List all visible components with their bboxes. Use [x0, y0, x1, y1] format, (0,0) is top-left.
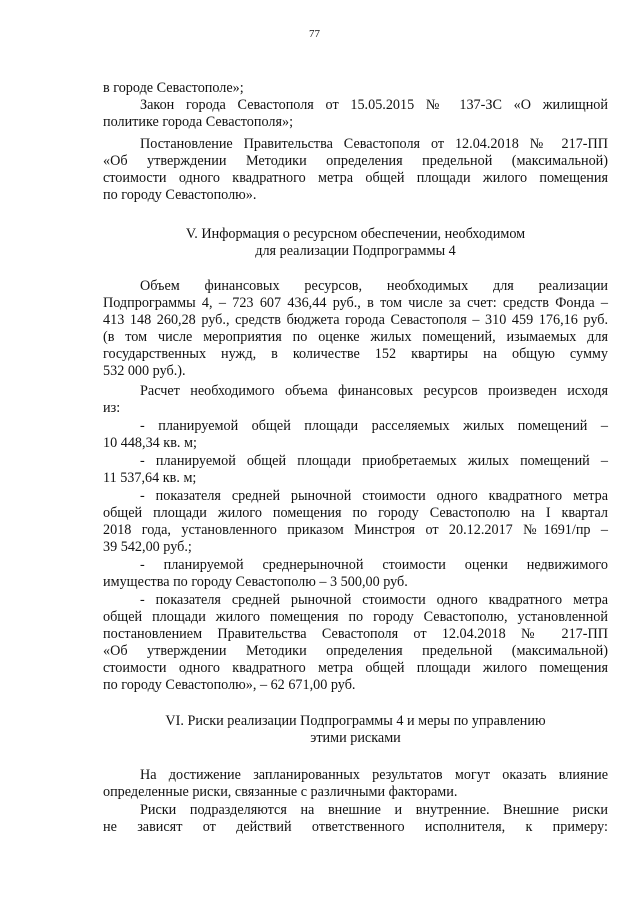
text-line: стоимости одного квадратного метра общей площади жилого помещения — [103, 660, 608, 676]
text-line: 2018 года, установленного приказом Минстроя от 20.12.2017 №1691/пр – — [103, 522, 608, 538]
text-line: 11 537,64 кв. м; — [103, 470, 197, 486]
text-line: Постановление Правительства Севастополя от 12.04.2018 № 217-ПП — [140, 136, 608, 152]
text-line: общей площади жилого помещения по городу Севастополю, установленной — [103, 609, 608, 625]
text-line: Риски подразделяются на внешние и внутренние. Внешние риски — [140, 802, 608, 818]
text-line: 532 000 руб.). — [103, 363, 186, 379]
text-line: - планируемой общей площади приобретаемых жилых помещений – — [140, 453, 608, 469]
text-line: (в том числе мероприятия по оценке жилых помещений, изымаемых для — [103, 329, 608, 345]
text-line: - показателя средней рыночной стоимости одного квадратного метра — [140, 488, 608, 504]
text-line: «Об утверждении Методики определения предельной (максимальной) — [103, 643, 608, 659]
text-line: стоимости одного квадратного метра общей площади жилого помещения — [103, 170, 608, 186]
text-line: 10 448,34 кв. м; — [103, 435, 197, 451]
text-line: «Об утверждении Методики определения предельной (максимальной) — [103, 153, 608, 169]
text-line: из: — [103, 400, 121, 416]
section-heading: V. Информация о ресурсном обеспечении, необходимом — [185, 226, 526, 242]
text-line: 413 148 260,28 руб., средств бюджета города Севастополя – 310 459 176,16 руб. — [103, 312, 608, 328]
text-line: общей площади жилого помещения по городу Севастополю на I квартал — [103, 505, 608, 521]
text-line: Объем финансовых ресурсов, необходимых для реализации — [140, 278, 608, 294]
section-heading: этими рисками — [310, 730, 401, 746]
page-number: 77 — [309, 28, 320, 40]
text-line: государственных нужд, в количестве 152 квартиры на общую сумму — [103, 346, 608, 362]
text-line: 39 542,00 руб.; — [103, 539, 192, 555]
text-line: не зависят от действий ответственного исполнителя, к примеру: — [103, 819, 608, 835]
text-line: Расчет необходимого объема финансовых ресурсов произведен исходя — [140, 383, 608, 399]
text-line: политике города Севастополя»; — [103, 114, 294, 130]
section-heading: VI. Риски реализации Подпрограммы 4 и меры по управлению — [165, 713, 546, 729]
text-line: - планируемой общей площади расселяемых жилых помещений – — [140, 418, 608, 434]
section-heading: для реализации Подпрограммы 4 — [255, 243, 456, 259]
text-line: Закон города Севастополя от 15.05.2015 № 137-ЗС «О жилищной — [140, 97, 608, 113]
text-line: постановлением Правительства Севастополя от 12.04.2018 № 217-ПП — [103, 626, 608, 642]
text-line: - планируемой среднерыночной стоимости оценки недвижимого — [140, 557, 608, 573]
text-line: в городе Севастополе»; — [103, 80, 244, 96]
text-line: по городу Севастополю», – 62 671,00 руб. — [103, 677, 356, 693]
text-line: На достижение запланированных результатов могут оказать влияние — [140, 767, 608, 783]
text-line: определенные риски, связанные с различными факторами. — [103, 784, 458, 800]
text-line: Подпрограммы 4, – 723 607 436,44 руб., в том числе за счет: средств Фонда – — [103, 295, 608, 311]
text-line: - показателя средней рыночной стоимости одного квадратного метра — [140, 592, 608, 608]
text-line: по городу Севастополю». — [103, 187, 257, 203]
text-line: имущества по городу Севастополю – 3 500,00 руб. — [103, 574, 408, 590]
